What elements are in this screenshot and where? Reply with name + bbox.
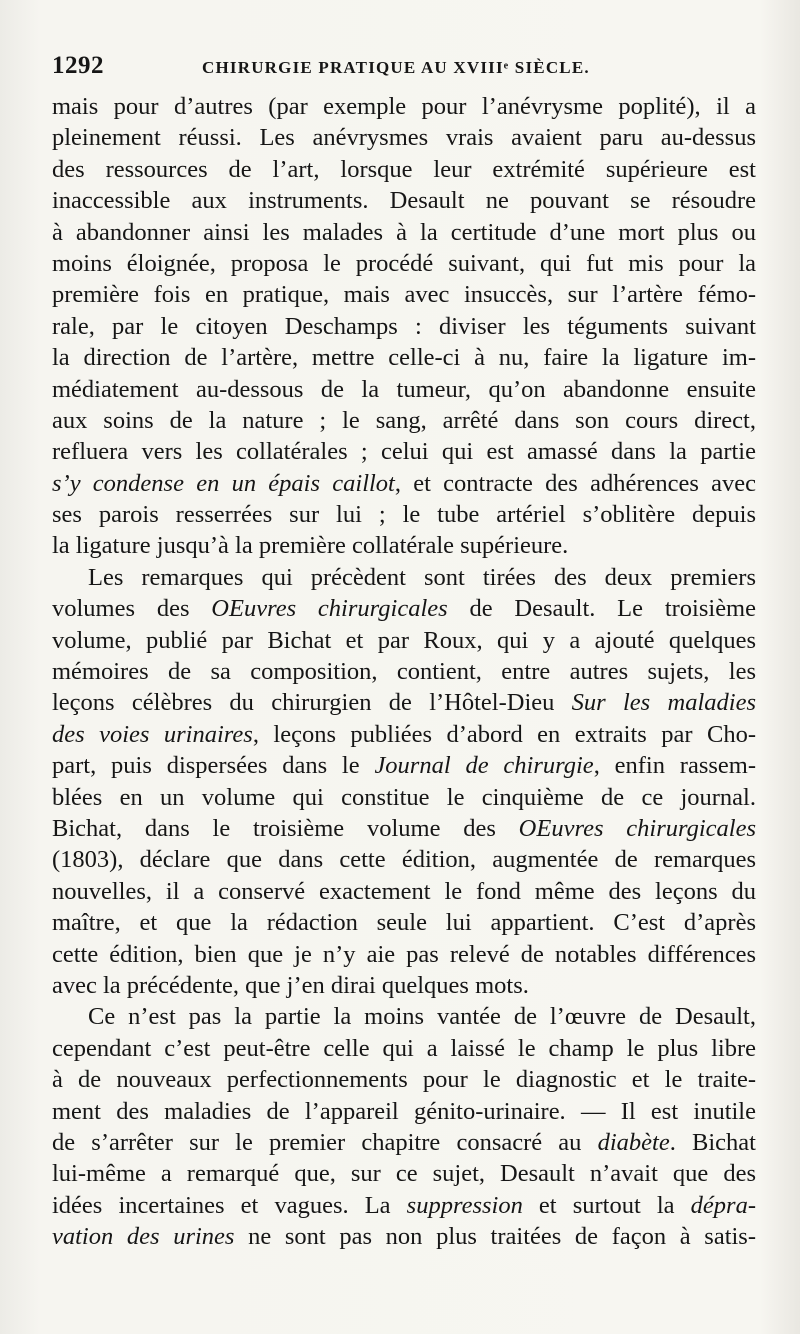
page-number: 1292 [52,52,104,79]
text-line [52,468,756,499]
text-line [52,122,756,153]
text-segment: idées incertaines et vagues. La [52,1191,407,1219]
text-line [52,970,756,1001]
text-segment: nouvelles, il a conservé exactement le fond même des leçons du [52,877,756,905]
text-line [52,185,756,216]
text-segment: la ligature jusqu’à la première collatérale supérieure. [52,532,569,560]
italic-text: des voies urinaires [52,720,253,748]
text-segment: moins éloignée, proposa le procédé suivant, qui fut mis pour la [52,249,756,277]
italic-text: s’y condense en un épais caillot [52,469,395,497]
text-line [52,939,756,970]
running-title: CHIRURGIE PRATIQUE AU XVIIIᵉ SIÈCLE. [202,58,590,77]
text-segment: de s’arrêter sur le premier chapitre consacré au [52,1128,598,1156]
body-text [52,91,756,1252]
text-line [52,1033,756,1064]
italic-text: Sur les maladies [571,689,756,717]
italic-text: suppression [406,1191,523,1219]
text-line [52,593,756,624]
text-line [52,907,756,938]
text-segment: cependant c’est peut-être celle qui a laissé le champ le plus libre [52,1034,756,1062]
text-segment: inaccessible aux instruments. Desault ne pouvant se résoudre [52,187,756,215]
text-segment: ses parois resserrées sur lui ; le tube artériel s’oblitère depuis [52,501,756,529]
text-line [52,154,756,185]
text-line [52,844,756,875]
text-segment: médiatement au-dessous de la tumeur, qu’on abandonne ensuite [52,375,756,403]
text-line [52,248,756,279]
text-line [52,530,756,561]
text-segment: cette édition, bien que je n’y aie pas relevé de notables différences [52,940,756,968]
text-segment: ment des maladies de l’appareil génito-urinaire. — Il est inutile [52,1097,756,1125]
text-segment: Les remarques qui précèdent sont tirées des deux premiers [88,563,756,591]
text-segment: volume, publié par Bichat et par Roux, qui y a ajouté quelques [52,626,756,654]
text-segment: ne sont pas non plus traitées de façon à satis- [234,1223,756,1251]
text-segment: (1803), déclare que dans cette édition, augmentée de remarques [52,846,756,874]
text-line [52,1096,756,1127]
text-line [52,499,756,530]
text-segment: , et contracte des adhérences avec [394,469,756,497]
text-segment: rale, par le citoyen Deschamps : diviser les téguments suivant [52,312,756,340]
text-line [52,876,756,907]
text-line [52,687,756,718]
page-header [52,52,752,88]
text-line [52,782,756,813]
text-line [52,813,756,844]
italic-text: Journal de chirurgie [374,752,594,780]
text-segment: à abandonner ainsi les malades à la certitude d’une mort plus ou [52,218,756,246]
text-line [52,279,756,310]
text-line [52,311,756,342]
text-line [52,750,756,781]
text-line [52,436,756,467]
text-line [52,1221,756,1252]
text-segment: , enfin rassem- [593,752,756,780]
text-line [52,217,756,248]
text-segment: leçons célèbres du chirurgien de l’Hôtel-Dieu [52,689,572,717]
text-segment: la direction de l’artère, mettre celle-ci à nu, faire la ligature im- [52,344,756,372]
text-segment: pleinement réussi. Les anévrysmes vrais avaient paru au-dessus [52,124,756,152]
text-line [52,374,756,405]
text-line [52,1001,756,1032]
text-line [52,1127,756,1158]
text-segment: des ressources de l’art, lorsque leur extrémité supérieure est [52,155,756,183]
text-segment: et surtout la [522,1191,691,1219]
text-segment: lui-même a remarqué que, sur ce sujet, Desault n’avait que des [52,1160,756,1188]
italic-text: diabète [597,1128,670,1156]
text-segment: blées en un volume qui constitue le cinquième de ce journal. [52,783,756,811]
italic-text: dépra- [690,1191,756,1219]
text-line [52,656,756,687]
text-segment: volumes des [52,595,212,623]
text-segment: à de nouveaux perfectionnements pour le diagnostic et le traite- [52,1066,756,1094]
text-segment: de Desault. Le troisième [447,595,756,623]
text-line [52,562,756,593]
text-line [52,405,756,436]
text-segment: mémoires de sa composition, contient, entre autres sujets, les [52,658,756,686]
text-line [52,625,756,656]
text-segment: aux soins de la nature ; le sang, arrêté dans son cours direct, [52,406,756,434]
text-line [52,1158,756,1189]
text-segment: maître, et que la rédaction seule lui appartient. C’est d’après [52,909,756,937]
text-segment: . Bichat [669,1128,756,1156]
text-segment: mais pour d’autres (par exemple pour l’anévrysme poplité), il a [52,93,756,120]
text-line [52,91,756,122]
italic-text: OEuvres chirurgicales [211,595,448,623]
text-segment: Bichat, dans le troisième volume des [52,814,519,842]
text-line [52,342,756,373]
text-line [52,1190,756,1221]
text-segment: refluera vers les collatérales ; celui qui est amassé dans la partie [52,438,756,466]
italic-text: vation des urines [52,1223,235,1251]
text-segment: première fois en pratique, mais avec insuccès, sur l’artère fémo- [52,281,756,309]
text-segment: , leçons publiées d’abord en extraits par Cho- [252,720,756,748]
text-segment: Ce n’est pas la partie la moins vantée de l’œuvre de Desault, [88,1003,756,1031]
text-line [52,719,756,750]
text-line [52,1064,756,1095]
italic-text: OEuvres chirurgicales [518,814,756,842]
text-segment: part, puis dispersées dans le [52,752,375,780]
text-segment: avec la précédente, que j’en dirai quelques mots. [52,971,529,999]
